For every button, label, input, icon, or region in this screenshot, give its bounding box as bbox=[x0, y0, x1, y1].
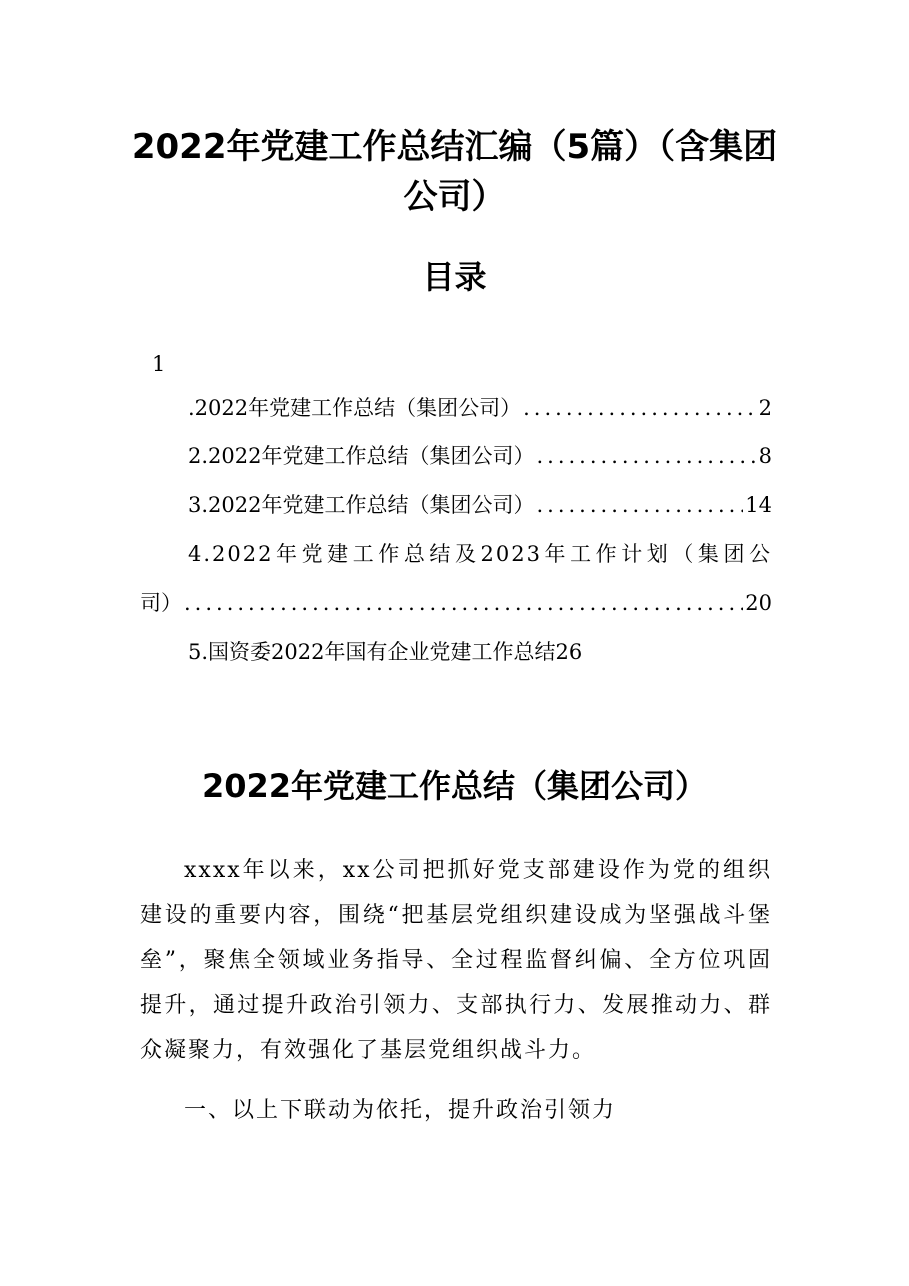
toc-entry-text: 3.2022年党建工作总结（集团公司） bbox=[188, 493, 535, 517]
toc-leader-dots bbox=[536, 490, 743, 520]
toc-heading: 目录 bbox=[422, 258, 487, 296]
toc-number-prefix: 1 bbox=[152, 352, 166, 376]
toc-page-number: 8 bbox=[758, 444, 772, 468]
body-paragraph: xxxx年以来，xx公司把抓好党支部建设作为党的组织建设的重要内容，围绕“把基层党组织建设成为坚强战斗堡垒”，聚焦全领域业务指导、全过程监督纠偏、全方位巩固提升，通过提升政治引领力、支部执行力、发展推动力、群众凝聚力，有效强化了基层党组织战斗力。 bbox=[140, 858, 772, 1063]
toc-entry-text: 2.2022年党建工作总结（集团公司） bbox=[188, 444, 535, 468]
section-subheading: 一、以上下联动为依托，提升政治引领力 bbox=[184, 1098, 617, 1123]
toc-entry-3[interactable] bbox=[188, 490, 772, 520]
section-title: 2022年党建工作总结（集团公司） bbox=[201, 767, 708, 805]
toc-entry-1[interactable] bbox=[188, 393, 772, 423]
toc-page-number: 2 bbox=[758, 396, 772, 420]
toc-entry-4-line-1[interactable]: 4.2022年党建工作总结及2023年工作计划（集团公 bbox=[188, 542, 772, 566]
toc-page-number: 20 bbox=[745, 591, 772, 615]
toc-entry-5[interactable]: 5.国资委2022年国有企业党建工作总结26 bbox=[188, 640, 583, 664]
toc-entry-text: 司） bbox=[140, 591, 182, 615]
toc-entry-text: .2022年党建工作总结（集团公司） bbox=[188, 396, 522, 420]
toc-leader-dots bbox=[536, 441, 756, 471]
toc-page-number: 14 bbox=[745, 493, 772, 517]
document-title: 2022年党建工作总结汇编（5篇）（含集团公司） bbox=[131, 127, 778, 217]
toc-leader-dots bbox=[184, 588, 743, 618]
toc-leader-dots bbox=[523, 393, 757, 423]
toc-entry-2[interactable] bbox=[188, 441, 772, 471]
toc-entry-4-line-2[interactable] bbox=[140, 588, 772, 618]
